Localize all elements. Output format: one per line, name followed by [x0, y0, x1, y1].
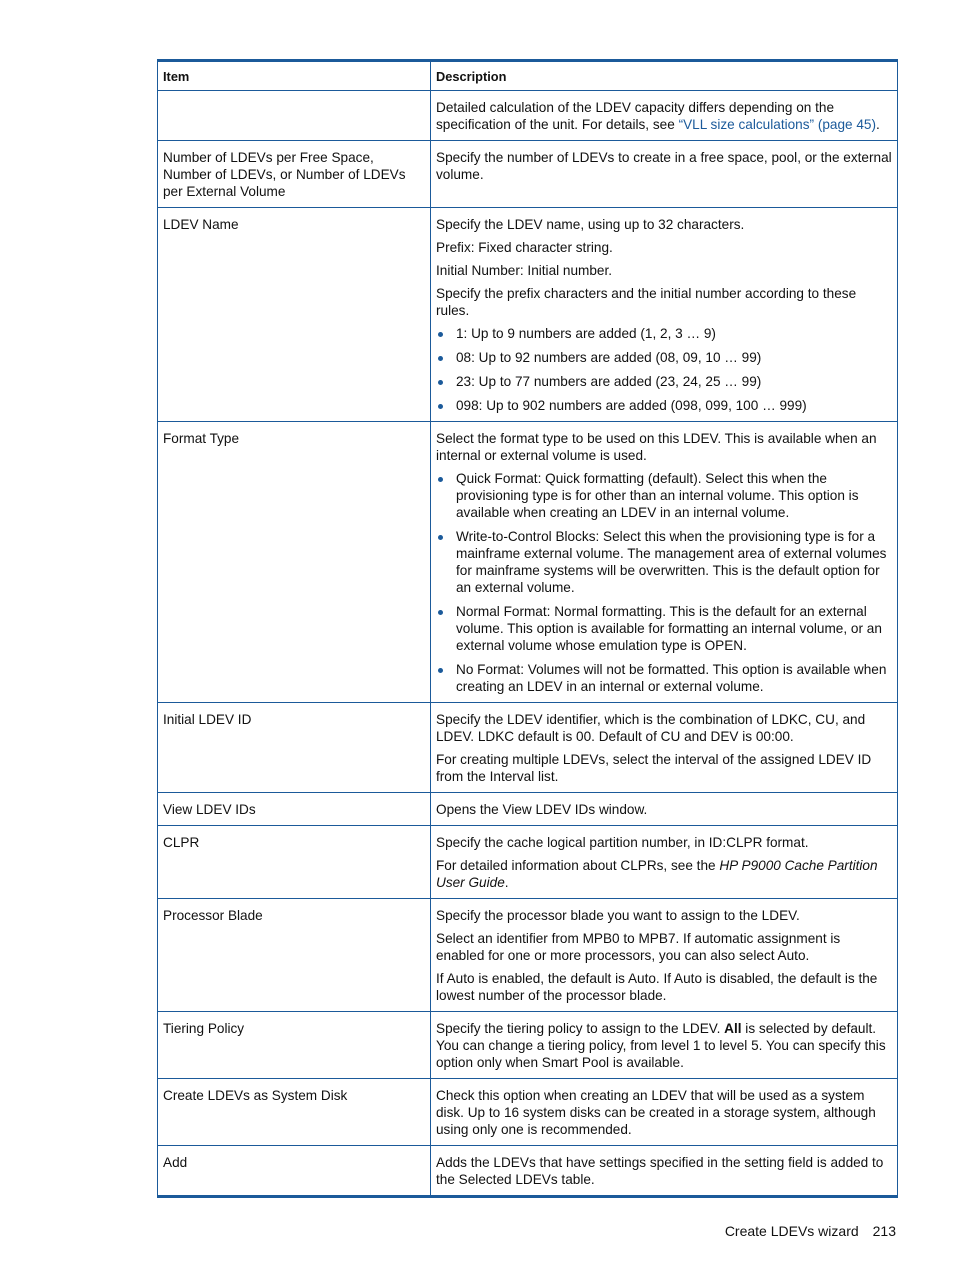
list-item: 098: Up to 902 numbers are added (098, 099, 100 … 999) [456, 397, 892, 414]
row-item: Processor Blade [158, 899, 431, 1012]
paragraph: Prefix: Fixed character string. [436, 240, 613, 255]
row-item: Format Type [158, 422, 431, 703]
paragraph: Select the format type to be used on this LDEV. This is available when an internal or external volume is used. [436, 431, 877, 463]
row-description [431, 422, 898, 703]
ldev-settings-table [157, 59, 898, 1198]
row-item: Create LDEVs as System Disk [158, 1079, 431, 1146]
row-item: Initial LDEV ID [158, 703, 431, 793]
paragraph: Specify the number of LDEVs to create in a free space, pool, or the external volume. [436, 150, 892, 182]
paragraph: Check this option when creating an LDEV that will be used as a system disk. Up to 16 system disks can be created in a storage system, although using only one is recommended. [436, 1088, 876, 1137]
row-item: CLPR [158, 826, 431, 899]
paragraph: For creating multiple LDEVs, select the interval of the assigned LDEV ID from the Interval list. [436, 752, 872, 784]
row-item: Tiering Policy [158, 1012, 431, 1079]
paragraph: Specify the LDEV name, using up to 32 characters. [436, 217, 745, 232]
paragraph: If Auto is enabled, the default is Auto. If Auto is disabled, the default is the lowest number of the processor blade. [436, 971, 878, 1003]
paragraph: Specify the prefix characters and the initial number according to these rules. [436, 286, 857, 318]
paragraph: Initial Number: Initial number. [436, 263, 613, 278]
text: Detailed calculation of the LDEV capacity differs depending on the specification of the unit. For details, see [436, 100, 835, 132]
row-description [431, 1146, 898, 1197]
header-item: Item [158, 61, 431, 91]
list-item: 1: Up to 9 numbers are added (1, 2, 3 … 9) [456, 325, 892, 342]
table-row [158, 1012, 898, 1079]
table-row [158, 141, 898, 208]
text: For detailed information about CLPRs, see the [436, 858, 720, 873]
paragraph: Select an identifier from MPB0 to MPB7. If automatic assignment is enabled for one or more processors, you can also select Auto. [436, 931, 841, 963]
row-item: View LDEV IDs [158, 793, 431, 826]
page-number: 213 [872, 1223, 896, 1239]
bold-all: All [724, 1021, 742, 1036]
table-row [158, 826, 898, 899]
row-item: LDEV Name [158, 208, 431, 422]
table-row [158, 1146, 898, 1197]
table-row [158, 208, 898, 422]
paragraph: Specify the LDEV identifier, which is the combination of LDKC, CU, and LDEV. LDKC default is 00. Default of CU and DEV is 00:00. [436, 712, 866, 744]
list-item: Quick Format: Quick formatting (default). Select this when the provisioning type is for other than an internal volume. This option is available when creating an LDEV in an internal volume. [456, 470, 892, 521]
table-header-row [158, 61, 898, 91]
text: is selected by default. You can change a tiering policy, from level 1 to level 5. You can specify this option only when Smart Pool is available. [436, 1021, 886, 1070]
list-item: Normal Format: Normal formatting. This is the default for an external volume. This option is available for formatting an internal volume, or an external volume whose emulation type is OPEN. [456, 603, 892, 654]
row-description [431, 1012, 898, 1079]
text: . [504, 875, 509, 890]
cache-partition-guide-title: HP P9000 Cache Partition User Guide [436, 858, 878, 890]
row-description [431, 899, 898, 1012]
footer-section-title: Create LDEVs wizard [724, 1223, 859, 1239]
row-item [158, 91, 431, 141]
list-item: 08: Up to 92 numbers are added (08, 09, 10 … 99) [456, 349, 892, 366]
list-item: No Format: Volumes will not be formatted. This option is available when creating an LDEV in an internal or external volume. [456, 661, 892, 695]
paragraph: Specify the processor blade you want to assign to the LDEV. [436, 908, 800, 923]
table-row [158, 703, 898, 793]
row-description [431, 793, 898, 826]
row-description [431, 703, 898, 793]
paragraph: Specify the cache logical partition number, in ID:CLPR format. [436, 835, 809, 850]
table-row [158, 422, 898, 703]
row-description [431, 91, 898, 141]
table-row [158, 899, 898, 1012]
row-description [431, 141, 898, 208]
table-row [158, 793, 898, 826]
paragraph: Opens the View LDEV IDs window. [436, 802, 648, 817]
row-description [431, 208, 898, 422]
page-footer [725, 1223, 896, 1239]
row-description [431, 826, 898, 899]
list-item: Write-to-Control Blocks: Select this when the provisioning type is for a mainframe external volume. The management area of external volumes for mainframe systems will be overwritten. This is the default option for an external volume. [456, 528, 892, 596]
text: . [876, 117, 880, 132]
row-description [431, 1079, 898, 1146]
table-row [158, 1079, 898, 1146]
header-description: Description [431, 61, 898, 91]
bullet-list [436, 470, 892, 695]
text: Specify the tiering policy to assign to the LDEV. [436, 1021, 725, 1036]
row-item: Add [158, 1146, 431, 1197]
row-item: Number of LDEVs per Free Space, Number of LDEVs, or Number of LDEVs per External Volume [158, 141, 431, 208]
table-row [158, 91, 898, 141]
vll-size-calculations-link[interactable]: “VLL size calculations” (page 45) [678, 117, 877, 132]
paragraph: Adds the LDEVs that have settings specified in the setting field is added to the Selected LDEVs table. [436, 1155, 884, 1187]
bullet-list [436, 325, 892, 414]
list-item: 23: Up to 77 numbers are added (23, 24, 25 … 99) [456, 373, 892, 390]
